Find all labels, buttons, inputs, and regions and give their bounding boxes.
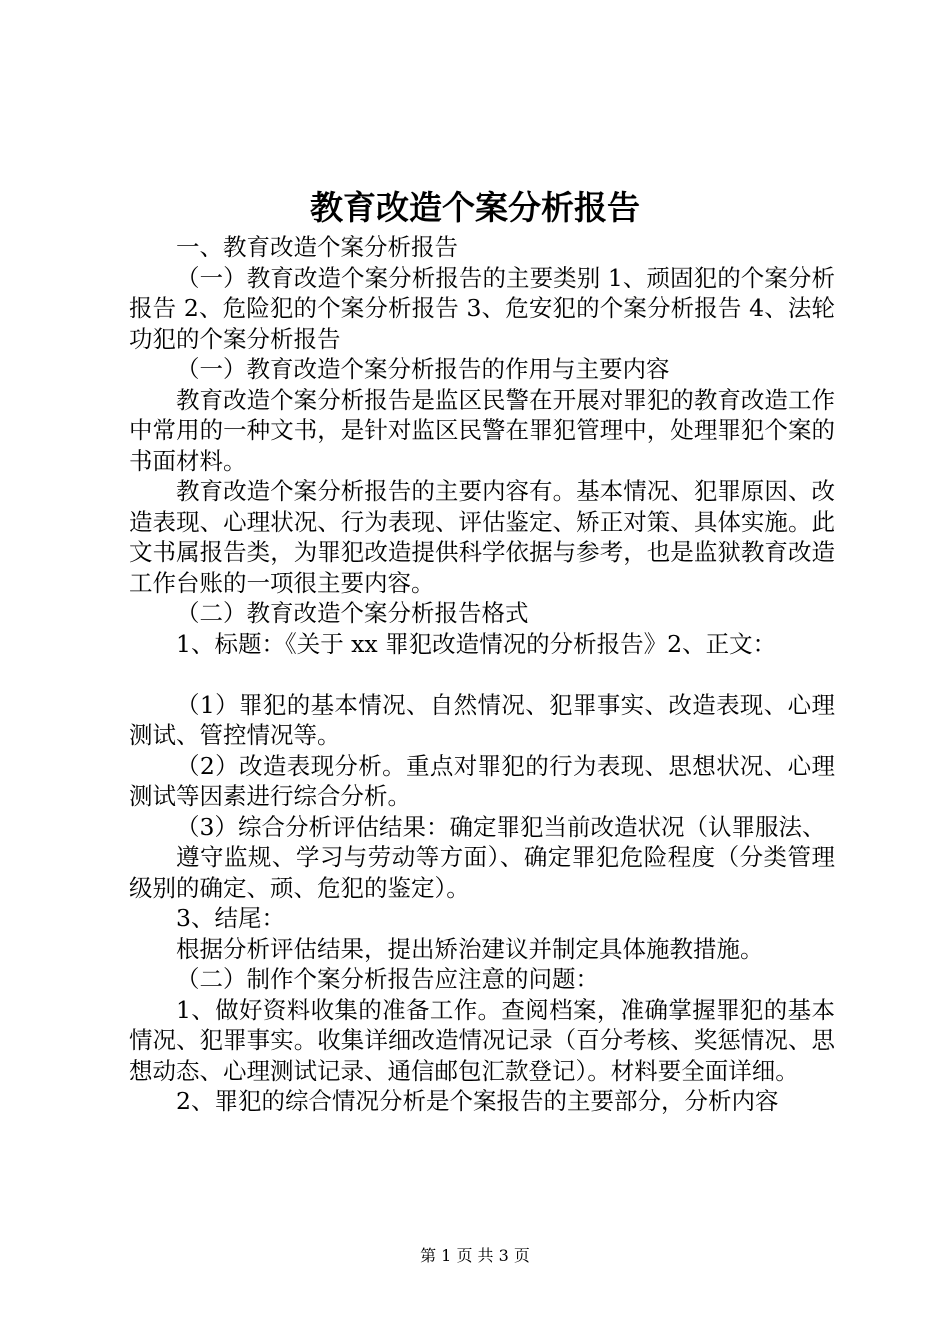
paragraph: 1、标题：《关于 xx 罪犯改造情况的分析报告》2、正文： xyxy=(176,629,777,658)
paragraph: （一）教育改造个案分析报告的主要类别 1、顽固犯的个案分析报告 2、危险犯的个案分析报告 3、危安犯的个案分析报告 4、法轮功犯的个案分析报告 xyxy=(129,263,835,353)
blank-line xyxy=(129,659,835,690)
document-title: 教育改造个案分析报告 xyxy=(310,188,640,227)
paragraph: （一）教育改造个案分析报告的作用与主要内容 xyxy=(176,355,670,383)
paragraph: （3）综合分析评估结果：确定罪犯当前改造状况（认罪服法、 xyxy=(176,812,826,841)
paragraph: 2、罪犯的综合情况分析是个案报告的主要部分，分析内容 xyxy=(176,1087,779,1115)
paragraph: （1）罪犯的基本情况、自然情况、犯罪事实、改造表现、心理测试、管控情况等。 xyxy=(129,690,835,749)
paragraph: （2）改造表现分析。重点对罪犯的行为表现、思想状况、心理测试等因素进行综合分析。 xyxy=(129,751,835,810)
paragraph: 教育改造个案分析报告是监区民警在开展对罪犯的教育改造工作中常用的一种文书，是针对监区民警在罪犯管理中，处理罪犯个案的书面材料。 xyxy=(129,385,835,475)
paragraph: （二）制作个案分析报告应注意的问题： xyxy=(176,965,599,993)
paragraph: 一、教育改造个案分析报告 xyxy=(176,233,458,261)
paragraph: 根据分析评估结果，提出矫治建议并制定具体施教措施。 xyxy=(176,934,764,963)
paragraph: 3、结尾： xyxy=(176,904,285,932)
paragraph: 遵守监规、学习与劳动等方面）、确定罪犯危险程度（分类管理级别的确定、顽、危犯的鉴定）。 xyxy=(129,843,835,902)
page-number-footer: 第 1 页 共 3 页 xyxy=(420,1246,530,1265)
document-body xyxy=(129,232,835,1117)
paragraph: （二）教育改造个案分析报告格式 xyxy=(176,599,529,627)
paragraph: 教育改造个案分析报告的主要内容有。基本情况、犯罪原因、改造表现、心理状况、行为表现、评估鉴定、矫正对策、具体实施。此文书属报告类，为罪犯改造提供科学依据与参考，也是监狱教育改造工作台账的一项很主要内容。 xyxy=(129,477,835,597)
paragraph: 1、做好资料收集的准备工作。查阅档案，准确掌握罪犯的基本情况、犯罪事实。收集详细改造情况记录（百分考核、奖惩情况、思想动态、心理测试记录、通信邮包汇款登记）。材料要全面详细。 xyxy=(129,995,835,1085)
